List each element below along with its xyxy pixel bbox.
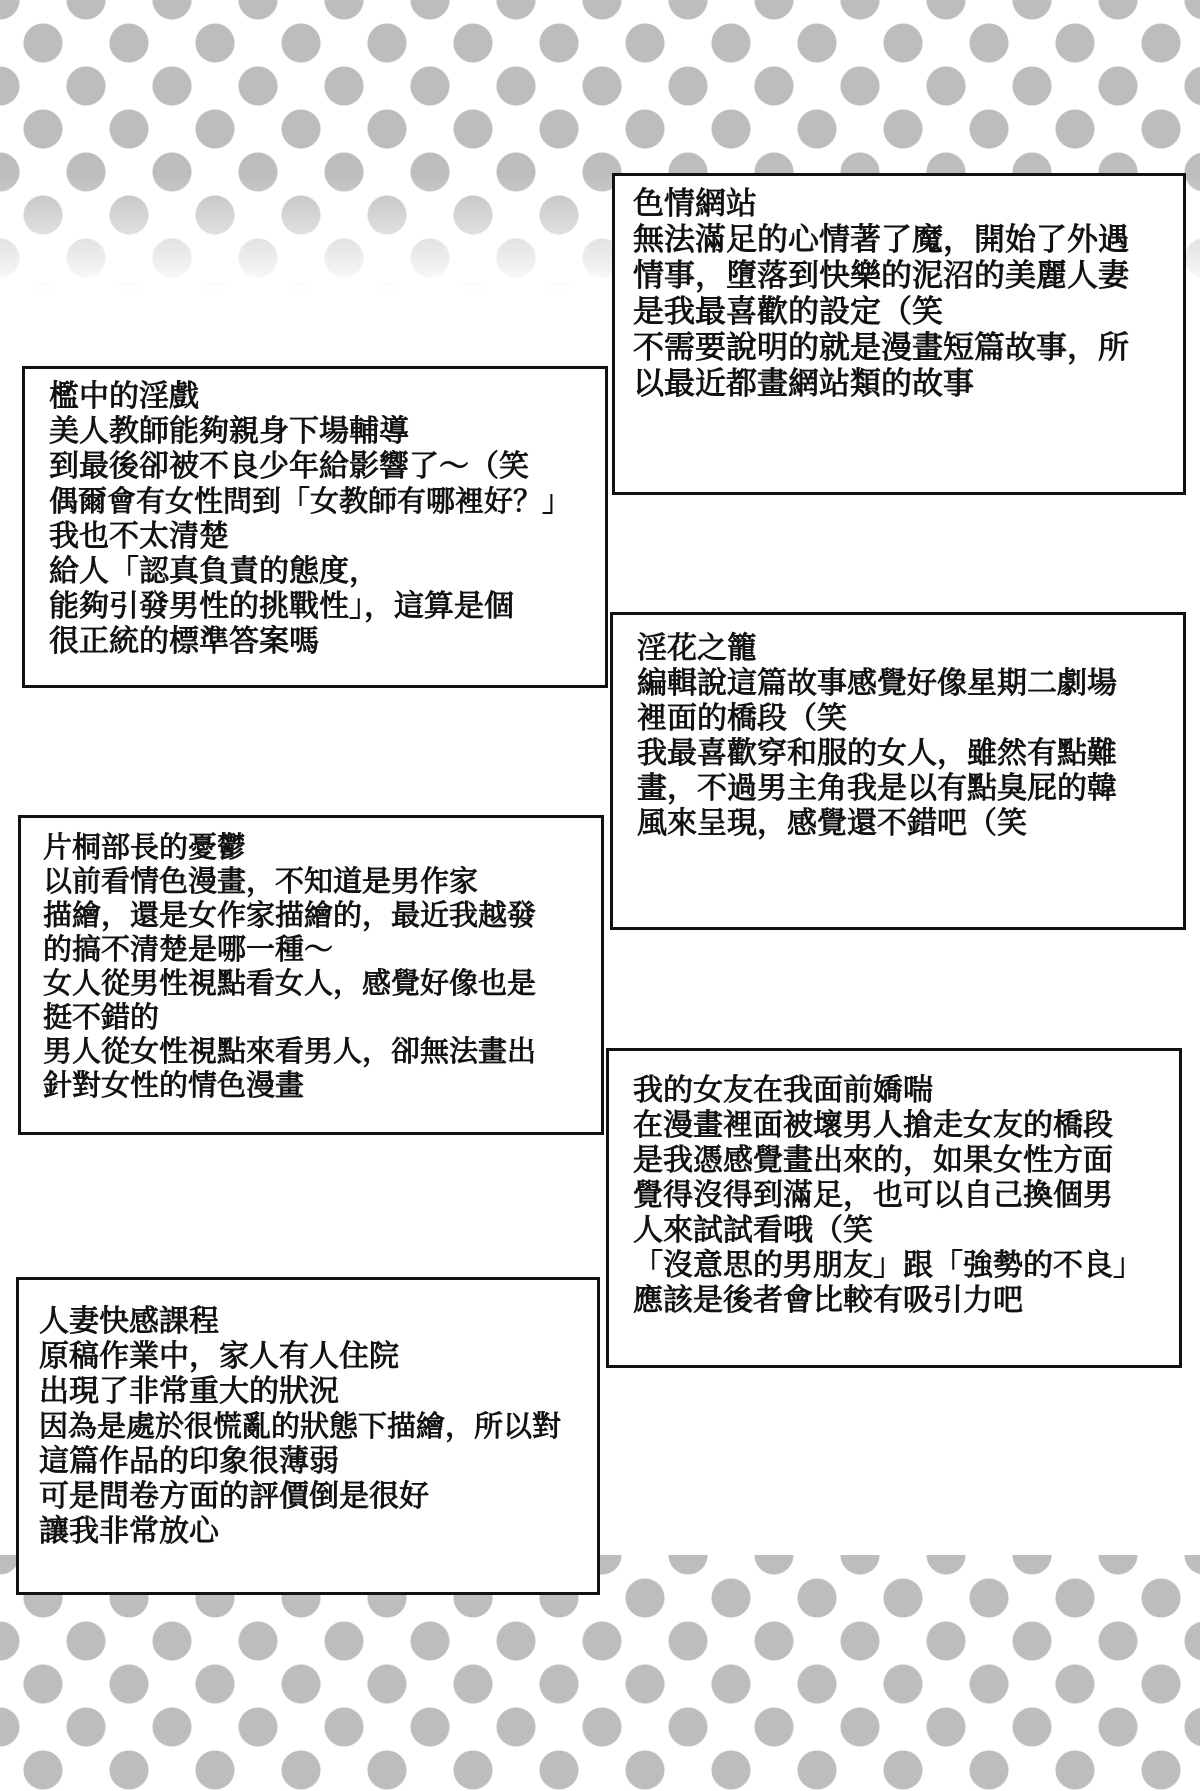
note-line: 能夠引發男性的挑戰性」，這算是個 xyxy=(49,589,514,624)
note-line: 挺不錯的 xyxy=(43,1000,160,1034)
note-line: 編輯說這篇故事感覺好像星期二劇場 xyxy=(637,666,1117,701)
note-line: 風來呈現，感覺還不錯吧（笑 xyxy=(637,806,1027,841)
note-line: 給人「認真負責的態度， xyxy=(49,554,379,589)
note-line: 這篇作品的印象很薄弱 xyxy=(39,1444,339,1479)
note-box-inka-no-kago xyxy=(610,612,1186,930)
note-box-katagiri xyxy=(18,815,604,1135)
note-line: 可是問卷方面的評價倒是很好 xyxy=(39,1479,429,1514)
note-line: 「沒意思的男朋友」跟「強勢的不良」 xyxy=(633,1248,1143,1283)
note-line: 是我最喜歡的設定（笑 xyxy=(633,294,943,330)
note-line: 的搞不清楚是哪一種～ xyxy=(43,932,334,966)
note-line: 以最近都畫網站類的故事 xyxy=(633,366,974,402)
note-title: 淫花之籠 xyxy=(637,631,757,666)
note-title: 色情網站 xyxy=(633,186,757,222)
note-title: 人妻快感課程 xyxy=(39,1304,219,1339)
note-box-seishoku-website xyxy=(612,173,1186,495)
note-line: 無法滿足的心情著了魔，開始了外遇 xyxy=(633,222,1129,258)
note-title: 片桐部長的憂鬱 xyxy=(43,830,247,864)
note-title: 檻中的淫戲 xyxy=(49,379,199,414)
note-line: 描繪，還是女作家描繪的，最近我越發 xyxy=(43,898,537,932)
note-line: 到最後卻被不良少年給影響了～（笑 xyxy=(49,449,529,484)
note-line: 針對女性的情色漫畫 xyxy=(43,1068,305,1102)
note-line: 裡面的橋段（笑 xyxy=(637,701,847,736)
note-line: 不需要說明的就是漫畫短篇故事，所 xyxy=(633,330,1129,366)
note-line: 覺得沒得到滿足，也可以自己換個男 xyxy=(633,1178,1113,1213)
note-line: 女人從男性視點看女人，感覺好像也是 xyxy=(43,966,537,1000)
note-line: 美人教師能夠親身下場輔導 xyxy=(49,414,409,449)
note-box-hitozuma xyxy=(16,1277,600,1595)
note-line: 很正統的標準答案嗎 xyxy=(49,624,319,659)
note-line: 以前看情色漫畫，不知道是男作家 xyxy=(43,864,479,898)
note-line: 我最喜歡穿和服的女人，雖然有點難 xyxy=(637,736,1117,771)
note-box-kanchu xyxy=(22,366,608,688)
note-line: 在漫畫裡面被壞男人搶走女友的橋段 xyxy=(633,1108,1113,1143)
note-line: 情事，墮落到快樂的泥沼的美麗人妻 xyxy=(633,258,1129,294)
note-box-girlfriend xyxy=(606,1048,1182,1368)
note-line: 出現了非常重大的狀況 xyxy=(39,1374,339,1409)
note-line: 應該是後者會比較有吸引力吧 xyxy=(633,1283,1023,1318)
note-title: 我的女友在我面前嬌喘 xyxy=(633,1073,933,1108)
note-line: 原稿作業中，家人有人住院 xyxy=(39,1339,399,1374)
note-line: 人來試試看哦（笑 xyxy=(633,1213,873,1248)
note-line: 男人從女性視點來看男人，卻無法畫出 xyxy=(43,1034,537,1068)
note-line: 是我憑感覺畫出來的，如果女性方面 xyxy=(633,1143,1113,1178)
note-line: 畫，不過男主角我是以有點臭屁的韓 xyxy=(637,771,1117,806)
note-line: 偶爾會有女性問到「女教師有哪裡好？」 xyxy=(49,484,572,518)
note-line: 我也不太清楚 xyxy=(49,519,229,554)
note-line: 因為是處於很慌亂的狀態下描繪，所以對 xyxy=(39,1409,562,1443)
note-line: 讓我非常放心 xyxy=(39,1514,219,1549)
